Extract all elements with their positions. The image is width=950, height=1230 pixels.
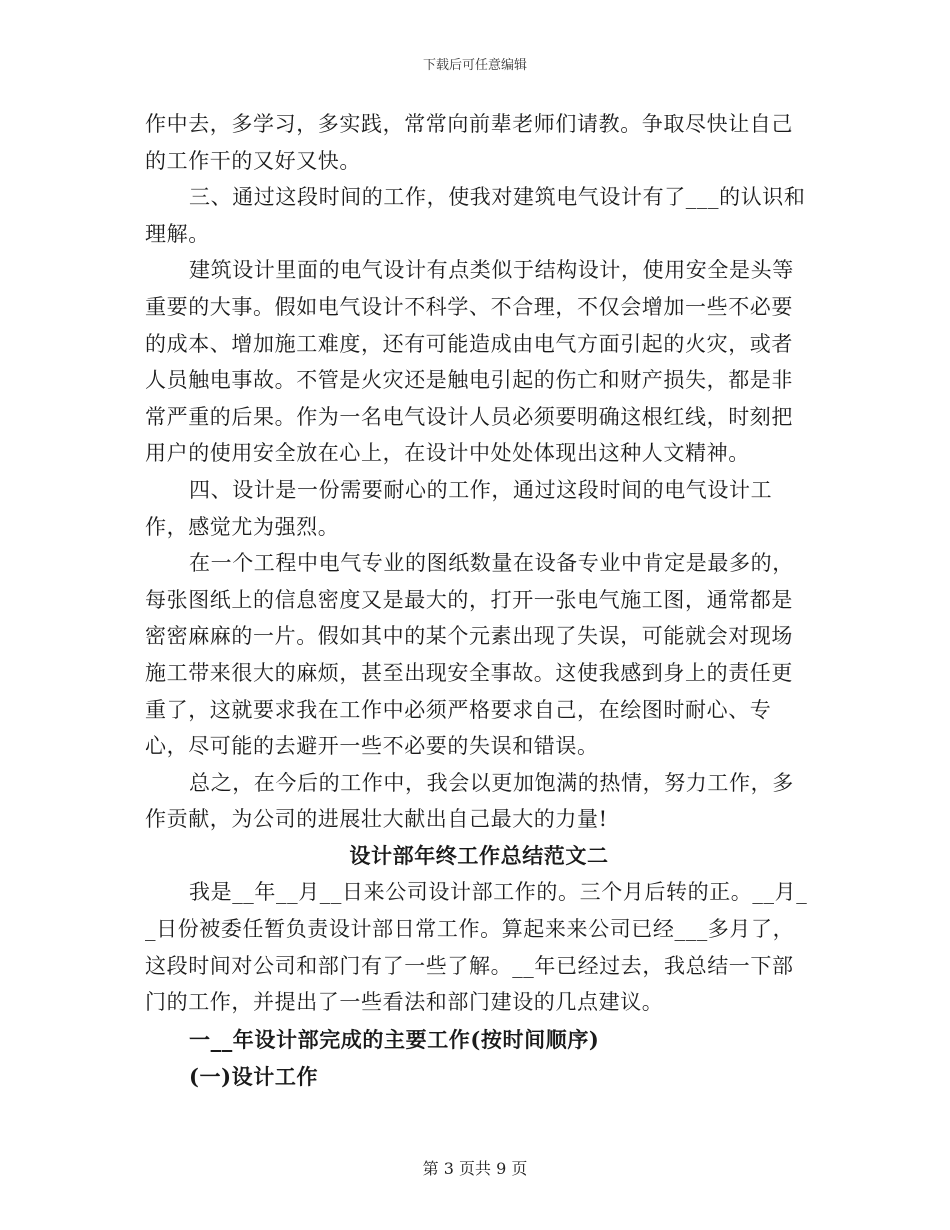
document-body <box>145 106 813 1096</box>
paragraph-introduction: 我是__年__月__日来公司设计部工作的。三个月后转的正。__月__日份被委任暂负责设计部日常工作。算起来来公司已经___多月了，这段时间对公司和部门有了一些了解。__年已经过去，我总结一下部门的工作，并提出了一些看法和部门建设的几点建议。 <box>145 880 808 1015</box>
paragraph-drawings: 在一个工程中电气专业的图纸数量在设备专业中肯定是最多的，每张图纸上的信息密度又是最大的，打开一张电气施工图，通常都是密密麻麻的一片。假如其中的某个元素出现了失误，可能就会对现场施工带来很大的麻烦，甚至出现安全事故。这使我感到身上的责任更重了，这就要求我在工作中必须严格要求自己，在绘图时耐心、专心，尽可能的去避开一些不必要的失误和错误。 <box>145 551 794 759</box>
paragraph-conclusion: 总之，在今后的工作中，我会以更加饱满的热情，努力工作，多作贡献，为公司的进展壮大献出自己最大的力量! <box>145 770 794 832</box>
heading-main-work: 一__年设计部完成的主要工作(按时间顺序) <box>189 1026 600 1052</box>
section-title: 设计部年终工作总结范文二 <box>349 842 609 868</box>
heading-design-work: (一)设计工作 <box>189 1064 319 1090</box>
paragraph-point-four: 四、设计是一份需要耐心的工作，通过这段时间的电气设计工作，感觉尤为强烈。 <box>145 477 773 539</box>
page-footer: 第 3 页共 9 页 <box>422 1159 528 1178</box>
page-header: 下载后可任意编辑 <box>422 58 527 73</box>
paragraph-continuation: 作中去，多学习，多实践，常常向前辈老师们请教。争取尽快让自己的工作干的又好又快。 <box>145 112 793 173</box>
paragraph-electrical-design: 建筑设计里面的电气设计有点类似于结构设计，使用安全是头等重要的大事。假如电气设计不科学、不合理，不仅会增加一些不必要的成本、增加施工难度，还有可能造成由电气方面引起的火灾，或者人员触电事故。不管是火灾还是触电引起的伤亡和财产损失，都是非常严重的后果。作为一名电气设计人员必须要明确这根红线，时刻把用户的使用安全放在心上，在设计中处处体现出这种人文精神。 <box>145 258 794 466</box>
paragraph-point-three: 三、通过这段时间的工作，使我对建筑电气设计有了___的认识和理解。 <box>145 185 806 246</box>
